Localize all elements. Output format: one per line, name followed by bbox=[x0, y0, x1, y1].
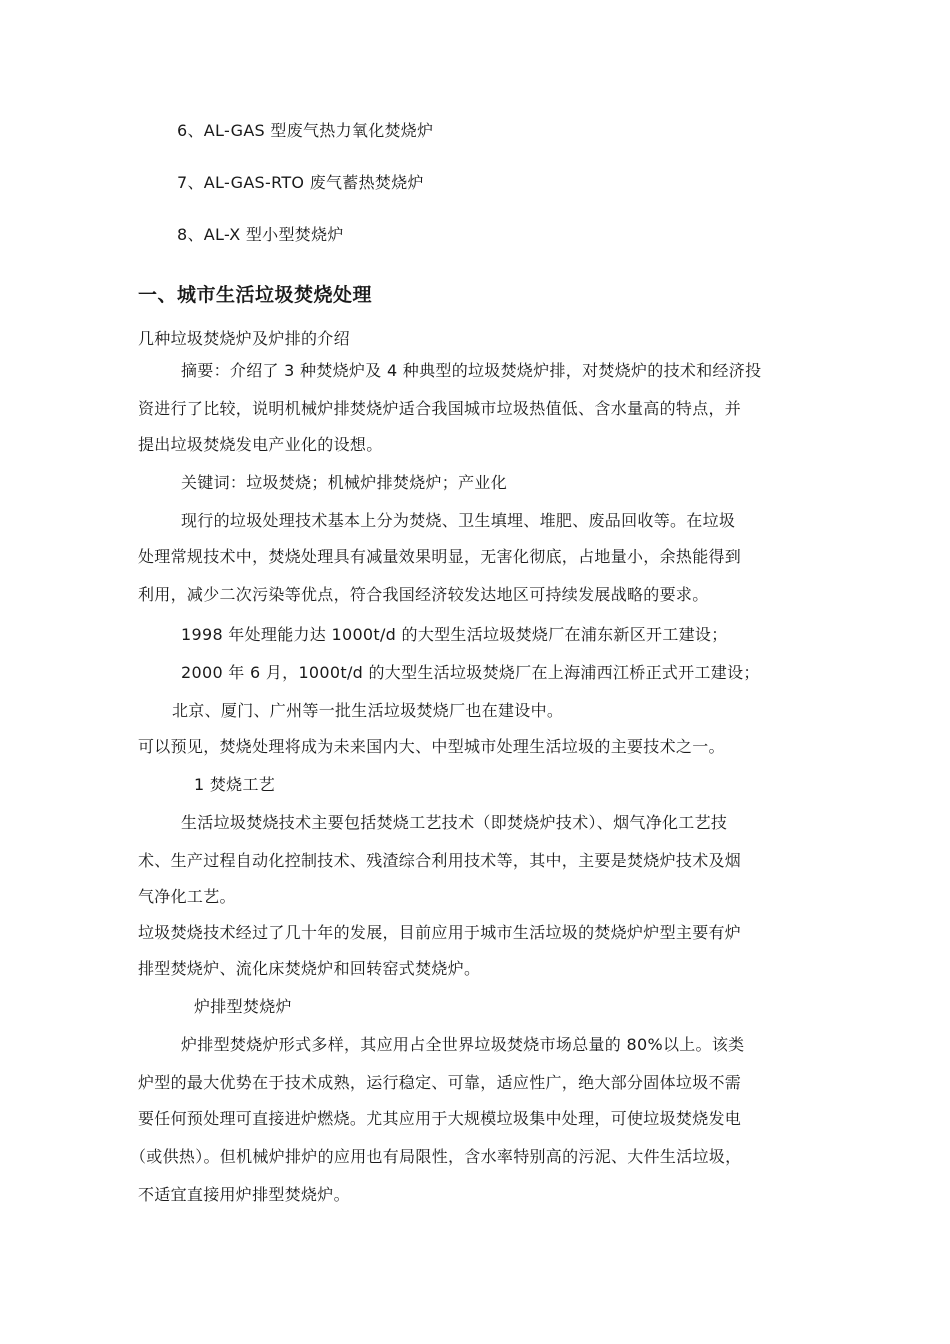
subtitle: 几种垃圾焚烧炉及炉排的介绍 bbox=[138, 329, 350, 348]
grate-line: （或供热）。但机械炉排炉的应用也有局限性，含水率特别高的污泥、大件生活垃圾， bbox=[130, 1147, 742, 1166]
grate-line: 炉型的最大优势在于技术成熟，运行稳定、可靠，适应性广，绝大部分固体垃圾不需 bbox=[138, 1073, 742, 1092]
keywords: 关键词：垃圾焚烧；机械炉排焚烧炉；产业化 bbox=[181, 473, 508, 492]
history-line: 排型焚烧炉、流化床焚烧炉和回转窑式焚烧炉。 bbox=[138, 959, 481, 978]
section-title: 1 焚烧工艺 bbox=[194, 775, 276, 794]
fact-line: 1998 年处理能力达 1000t/d 的大型生活垃圾焚烧厂在浦东新区开工建设； bbox=[181, 625, 728, 644]
grate-line: 要任何预处理可直接进炉燃烧。尤其应用于大规模垃圾集中处理，可使垃圾焚烧发电 bbox=[138, 1109, 742, 1128]
history-line: 垃圾焚烧技术经过了几十年的发展，目前应用于城市生活垃圾的焚烧炉炉型主要有炉 bbox=[138, 923, 742, 942]
grate-line: 不适宜直接用炉排型焚烧炉。 bbox=[138, 1185, 350, 1204]
intro-line: 处理常规技术中，焚烧处理具有减量效果明显，无害化彻底，占地量小，余热能得到 bbox=[138, 547, 742, 566]
list-item: 7、AL-GAS-RTO 废气蓄热焚烧炉 bbox=[177, 173, 424, 192]
abstract-line: 提出垃圾焚烧发电产业化的设想。 bbox=[138, 435, 383, 454]
section-heading: 一、城市生活垃圾焚烧处理 bbox=[138, 284, 373, 306]
intro-line: 利用，减少二次污染等优点，符合我国经济较发达地区可持续发展战略的要求。 bbox=[138, 585, 709, 604]
grate-line: 炉排型焚烧炉形式多样，其应用占全世界垃圾焚烧市场总量的 80%以上。该类 bbox=[181, 1035, 745, 1054]
subsection-title: 炉排型焚烧炉 bbox=[194, 997, 292, 1016]
abstract-line: 资进行了比较，说明机械炉排焚烧炉适合我国城市垃圾热值低、含水量高的特点，并 bbox=[138, 399, 742, 418]
fact-line: 2000 年 6 月，1000t/d 的大型生活垃圾焚烧厂在上海浦西江桥正式开工建设； bbox=[181, 663, 760, 682]
forecast: 可以预见，焚烧处理将成为未来国内大、中型城市处理生活垃圾的主要技术之一。 bbox=[138, 737, 725, 756]
section1-line: 术、生产过程自动化控制技术、残渣综合利用技术等，其中，主要是焚烧炉技术及烟 bbox=[138, 851, 742, 870]
section1-line: 生活垃圾焚烧技术主要包括焚烧工艺技术（即焚烧炉技术）、烟气净化工艺技 bbox=[181, 813, 728, 832]
list-item: 8、AL-X 型小型焚烧炉 bbox=[177, 225, 344, 244]
section1-line: 气净化工艺。 bbox=[138, 887, 236, 906]
list-item: 6、AL-GAS 型废气热力氧化焚烧炉 bbox=[177, 121, 434, 140]
fact-line: 北京、厦门、广州等一批生活垃圾焚烧厂也在建设中。 bbox=[172, 701, 564, 720]
abstract-line: 摘要：介绍了 3 种焚烧炉及 4 种典型的垃圾焚烧炉排，对焚烧炉的技术和经济投 bbox=[181, 361, 762, 380]
intro-line: 现行的垃圾处理技术基本上分为焚烧、卫生填埋、堆肥、废品回收等。在垃圾 bbox=[181, 511, 736, 530]
